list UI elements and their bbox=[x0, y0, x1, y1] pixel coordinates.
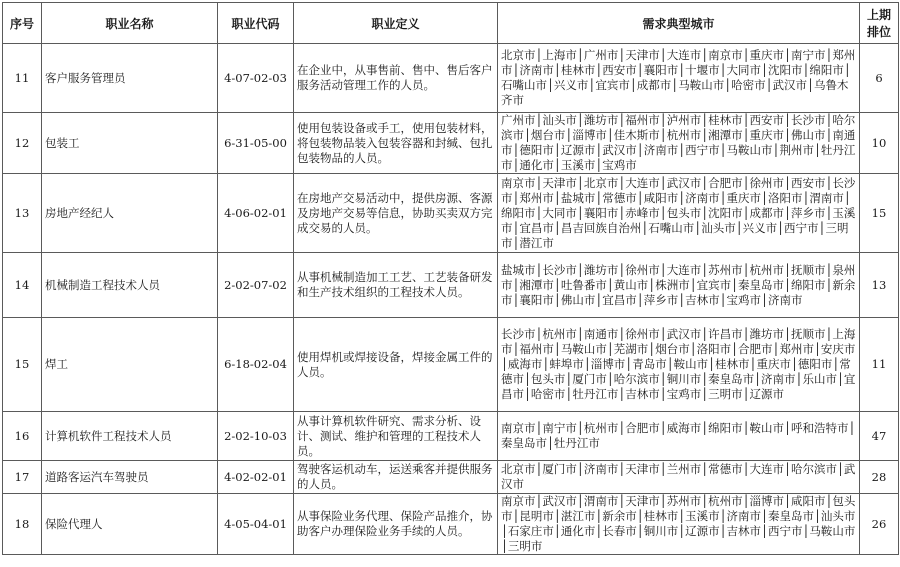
cell-previous-rank: 47 bbox=[860, 412, 899, 461]
cell-serial-number: 11 bbox=[3, 44, 42, 113]
header-occupation-name: 职业名称 bbox=[42, 3, 218, 44]
cell-occupation-name: 计算机软件工程技术人员 bbox=[42, 412, 218, 461]
cell-occupation-name: 房地产经纪人 bbox=[42, 174, 218, 253]
cell-occupation-name: 包装工 bbox=[42, 113, 218, 174]
cell-occupation-code: 4-07-02-03 bbox=[218, 44, 294, 113]
cell-typical-cities: 南京市│南宁市│杭州市│合肥市│威海市│绵阳市│鞍山市│呼和浩特市│秦皇岛市│牡丹江市 bbox=[498, 412, 860, 461]
cell-serial-number: 17 bbox=[3, 461, 42, 494]
cell-previous-rank: 15 bbox=[860, 174, 899, 253]
cell-occupation-definition: 从事计算机软件研究、需求分析、设计、测试、维护和管理的工程技术人员。 bbox=[294, 412, 498, 461]
cell-occupation-definition: 使用焊机或焊接设备，焊接金属工件的人员。 bbox=[294, 318, 498, 412]
cell-typical-cities: 长沙市│杭州市│南通市│徐州市│武汉市│许昌市│潍坊市│抚顺市│上海市│福州市│马鞍山市│芜湖市│烟台市│洛阳市│合肥市│郑州市│安庆市│威海市│蚌埠市│淄博市│青岛市│鞍山市│桂林市│重庆市│德阳市│常德市│包头市│厦门市│哈尔滨市│铜川市│秦皇岛市│济南市│乐山市│宜昌市│哈密市│牡丹江市│吉林市│宝鸡市│三明市│辽源市 bbox=[498, 318, 860, 412]
cell-serial-number: 16 bbox=[3, 412, 42, 461]
occupation-ranking-table bbox=[2, 2, 899, 555]
table-row bbox=[3, 44, 899, 113]
cell-occupation-code: 4-06-02-01 bbox=[218, 174, 294, 253]
cell-previous-rank: 10 bbox=[860, 113, 899, 174]
cell-occupation-name: 客户服务管理员 bbox=[42, 44, 218, 113]
header-previous-rank: 上期排位 bbox=[860, 3, 899, 44]
cell-occupation-name: 机械制造工程技术人员 bbox=[42, 253, 218, 318]
cell-serial-number: 15 bbox=[3, 318, 42, 412]
cell-occupation-code: 6-18-02-04 bbox=[218, 318, 294, 412]
table-header-row bbox=[3, 3, 899, 44]
cell-occupation-definition: 从事保险业务代理、保险产品推介，协助客户办理保险业务手续的人员。 bbox=[294, 494, 498, 555]
cell-previous-rank: 11 bbox=[860, 318, 899, 412]
cell-serial-number: 12 bbox=[3, 113, 42, 174]
cell-previous-rank: 6 bbox=[860, 44, 899, 113]
table-row bbox=[3, 461, 899, 494]
header-typical-cities: 需求典型城市 bbox=[498, 3, 860, 44]
cell-occupation-name: 保险代理人 bbox=[42, 494, 218, 555]
table-row bbox=[3, 318, 899, 412]
cell-typical-cities: 广州市│汕头市│潍坊市│福州市│泸州市│桂林市│西安市│长沙市│哈尔滨市│烟台市│淄博市│佳木斯市│杭州市│湘潭市│重庆市│佛山市│南通市│德阳市│辽源市│武汉市│济南市│西宁市│马鞍山市│荆州市│牡丹江市│通化市│玉溪市│宝鸡市 bbox=[498, 113, 860, 174]
cell-occupation-definition: 在房地产交易活动中，提供房源、客源及房地产交易等信息，协助买卖双方完成交易的人员。 bbox=[294, 174, 498, 253]
cell-typical-cities: 北京市│上海市│广州市│天津市│大连市│南京市│重庆市│南宁市│郑州市│济南市│桂林市│西安市│襄阳市│十堰市│大同市│沈阳市│绵阳市│石嘴山市│兴义市│宜宾市│成都市│马鞍山市│哈密市│武汉市│乌鲁木齐市 bbox=[498, 44, 860, 113]
cell-occupation-code: 2-02-10-03 bbox=[218, 412, 294, 461]
cell-occupation-definition: 在企业中，从事售前、售中、售后客户服务活动管理工作的人员。 bbox=[294, 44, 498, 113]
cell-typical-cities: 南京市│天津市│北京市│大连市│武汉市│合肥市│徐州市│西安市│长沙市│郑州市│盐城市│常德市│咸阳市│济南市│重庆市│洛阳市│渭南市│绵阳市│大同市│襄阳市│赤峰市│包头市│沈阳市│成都市│萍乡市│玉溪市│宜昌市│昌吉回族自治州│石嘴山市│汕头市│兴义市│西宁市│三明市│潜江市 bbox=[498, 174, 860, 253]
cell-previous-rank: 13 bbox=[860, 253, 899, 318]
header-serial-number: 序号 bbox=[3, 3, 42, 44]
table-row bbox=[3, 253, 899, 318]
cell-occupation-definition: 使用包装设备或手工，使用包装材料，将包装物品装入包装容器和封缄、包扎包装物品的人员。 bbox=[294, 113, 498, 174]
cell-occupation-name: 焊工 bbox=[42, 318, 218, 412]
cell-occupation-definition: 驾驶客运机动车，运送乘客并提供服务的人员。 bbox=[294, 461, 498, 494]
cell-occupation-code: 6-31-05-00 bbox=[218, 113, 294, 174]
cell-serial-number: 18 bbox=[3, 494, 42, 555]
header-occupation-definition: 职业定义 bbox=[294, 3, 498, 44]
cell-occupation-definition: 从事机械制造加工工艺、工艺装备研发和生产技术组织的工程技术人员。 bbox=[294, 253, 498, 318]
header-occupation-code: 职业代码 bbox=[218, 3, 294, 44]
cell-typical-cities: 盐城市│长沙市│潍坊市│徐州市│大连市│苏州市│杭州市│抚顺市│泉州市│湘潭市│吐鲁番市│黄山市│株洲市│宜宾市│秦皇岛市│绵阳市│新余市│襄阳市│佛山市│宜昌市│萍乡市│吉林市│宝鸡市│济南市 bbox=[498, 253, 860, 318]
table-row bbox=[3, 113, 899, 174]
table-row bbox=[3, 494, 899, 555]
cell-occupation-code: 4-05-04-01 bbox=[218, 494, 294, 555]
table-row bbox=[3, 174, 899, 253]
cell-previous-rank: 26 bbox=[860, 494, 899, 555]
table-row bbox=[3, 412, 899, 461]
cell-previous-rank: 28 bbox=[860, 461, 899, 494]
cell-occupation-name: 道路客运汽车驾驶员 bbox=[42, 461, 218, 494]
cell-occupation-code: 4-02-02-01 bbox=[218, 461, 294, 494]
cell-serial-number: 14 bbox=[3, 253, 42, 318]
cell-serial-number: 13 bbox=[3, 174, 42, 253]
cell-typical-cities: 北京市│厦门市│济南市│天津市│兰州市│常德市│大连市│哈尔滨市│武汉市 bbox=[498, 461, 860, 494]
cell-typical-cities: 南京市│武汉市│渭南市│天津市│苏州市│杭州市│淄博市│咸阳市│包头市│昆明市│湛江市│新余市│桂林市│玉溪市│济南市│秦皇岛市│汕头市│石家庄市│通化市│长春市│铜川市│辽源市│吉林市│西宁市│马鞍山市│三明市 bbox=[498, 494, 860, 555]
cell-occupation-code: 2-02-07-02 bbox=[218, 253, 294, 318]
